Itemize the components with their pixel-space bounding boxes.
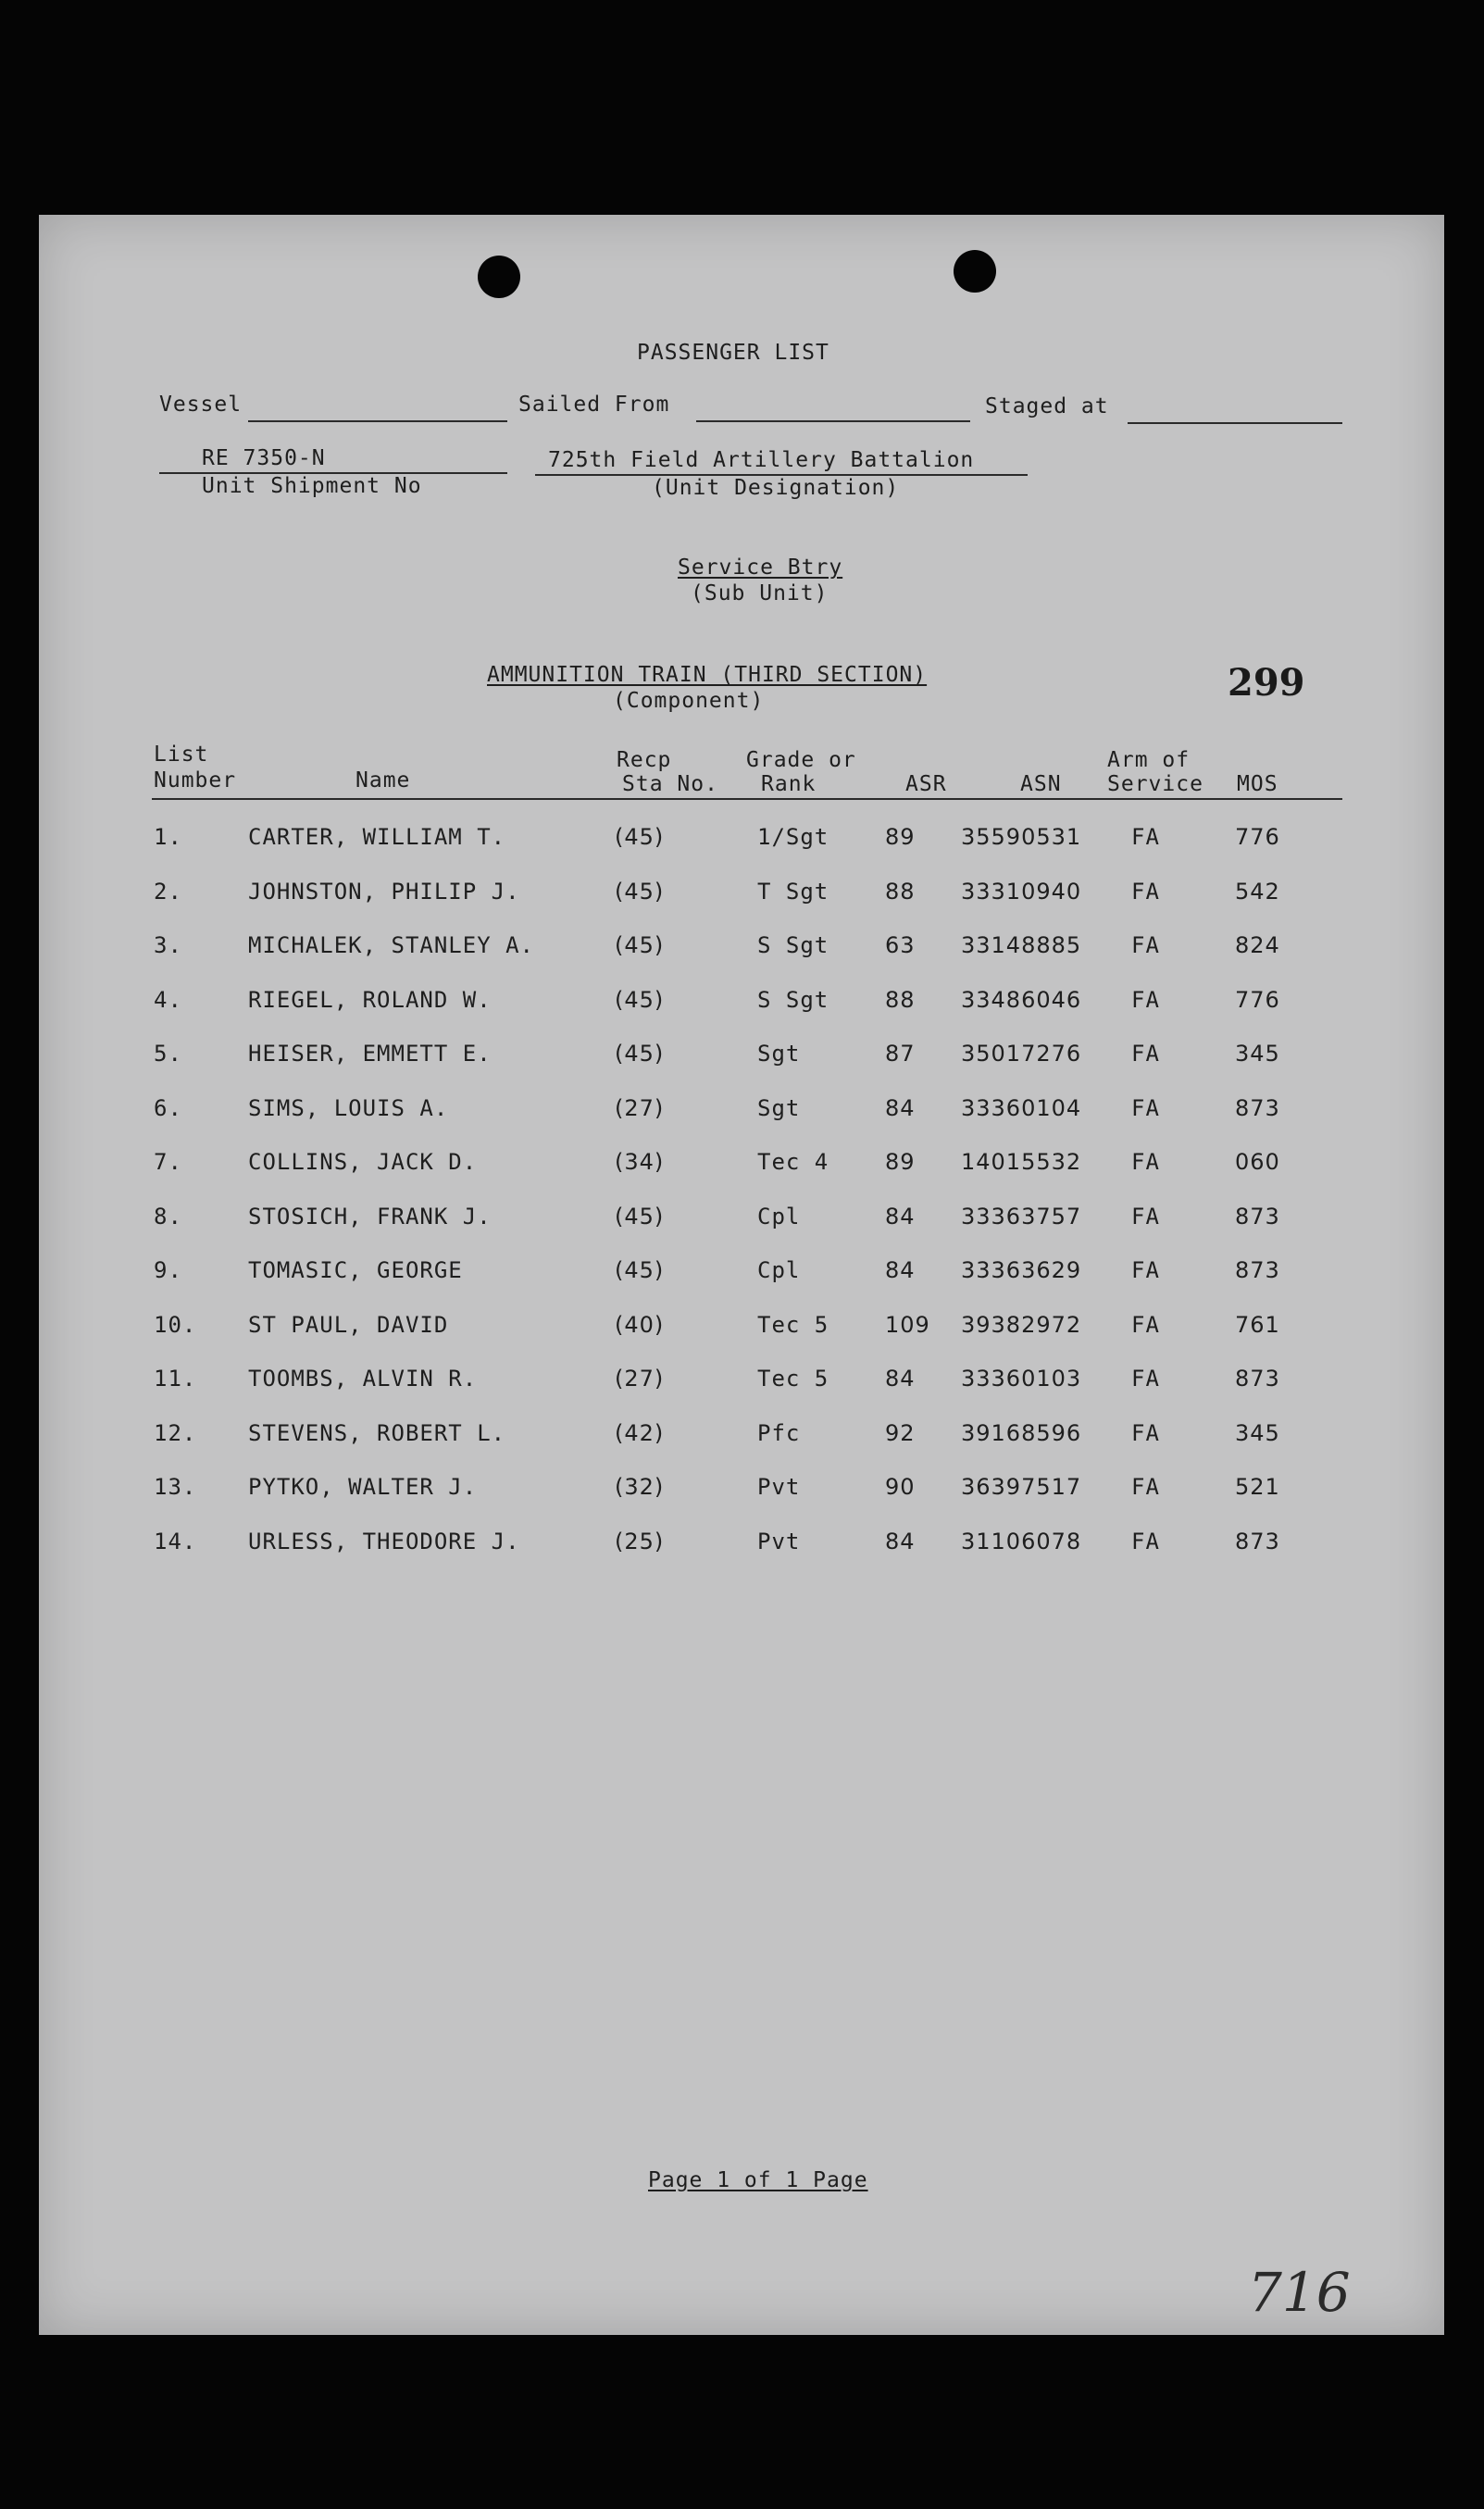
staged-at-label: Staged at <box>985 394 1109 418</box>
cell-asn: 33363629 <box>961 1257 1082 1283</box>
cell-name: TOOMBS, ALVIN R. <box>248 1366 478 1392</box>
cell-grade: Sgt <box>757 1094 801 1121</box>
cell-asr: 87 <box>885 1041 916 1067</box>
cell-grade: S Sgt <box>757 932 829 958</box>
cell-grade: 1/Sgt <box>757 824 829 850</box>
cell-mos: 542 <box>1235 878 1280 905</box>
col-arm-top: Arm of <box>1107 748 1191 772</box>
cell-list-number: 14. <box>154 1528 197 1554</box>
document-title: PASSENGER LIST <box>637 341 829 365</box>
cell-list-number: 1. <box>154 824 182 850</box>
col-list-number-bottom: Number <box>154 768 237 793</box>
col-grade-top: Grade or <box>746 748 856 772</box>
header-rule <box>152 798 1342 800</box>
cell-asr: 84 <box>885 1094 916 1121</box>
cell-recp-sta: (34) <box>615 1149 665 1175</box>
cell-list-number: 6. <box>154 1094 182 1121</box>
cell-arm: FA <box>1131 932 1160 958</box>
cell-asr: 92 <box>885 1419 916 1446</box>
cell-mos: 761 <box>1235 1311 1280 1338</box>
cell-mos: 873 <box>1235 1528 1280 1554</box>
cell-list-number: 13. <box>154 1474 197 1500</box>
cell-mos: 521 <box>1235 1474 1280 1500</box>
cell-grade: Sgt <box>757 1041 801 1067</box>
cell-asr: 84 <box>885 1203 916 1230</box>
cell-asn: 36397517 <box>961 1474 1082 1500</box>
cell-mos: 873 <box>1235 1203 1280 1230</box>
unit-designation-value: 725th Field Artillery Battalion <box>548 448 975 472</box>
cell-recp-sta: (45) <box>615 932 665 958</box>
cell-mos: 345 <box>1235 1041 1280 1067</box>
col-name: Name <box>355 768 411 793</box>
cell-asn: 35017276 <box>961 1041 1082 1067</box>
cell-recp-sta: (32) <box>615 1474 665 1500</box>
cell-asr: 84 <box>885 1528 916 1554</box>
cell-asr: 84 <box>885 1257 916 1283</box>
cell-recp-sta: (42) <box>615 1419 665 1446</box>
page-footer: Page 1 of 1 Page <box>648 2168 868 2192</box>
cell-arm: FA <box>1131 1041 1160 1067</box>
cell-grade: Pvt <box>757 1528 801 1554</box>
cell-name: MICHALEK, STANLEY A. <box>248 932 534 958</box>
cell-name: SIMS, LOUIS A. <box>248 1094 449 1121</box>
cell-arm: FA <box>1131 1149 1160 1175</box>
cell-asr: 88 <box>885 986 916 1013</box>
cell-mos: 873 <box>1235 1094 1280 1121</box>
cell-recp-sta: (27) <box>615 1366 665 1392</box>
cell-name: ST PAUL, DAVID <box>248 1311 449 1338</box>
cell-list-number: 11. <box>154 1366 197 1392</box>
cell-name: STEVENS, ROBERT L. <box>248 1419 506 1446</box>
col-asr: ASR <box>905 772 947 796</box>
cell-grade: Cpl <box>757 1257 801 1283</box>
cell-name: RIEGEL, ROLAND W. <box>248 986 492 1013</box>
cell-asn: 39382972 <box>961 1311 1082 1338</box>
cell-list-number: 3. <box>154 932 182 958</box>
document-page <box>39 215 1444 2335</box>
col-asn: ASN <box>1020 772 1062 796</box>
cell-name: TOMASIC, GEORGE <box>248 1257 463 1283</box>
sub-unit-value: Service Btry <box>678 555 843 580</box>
cell-asr: 88 <box>885 878 916 905</box>
cell-recp-sta: (27) <box>615 1094 665 1121</box>
cell-recp-sta: (40) <box>615 1311 665 1338</box>
cell-arm: FA <box>1131 1203 1160 1230</box>
cell-asr: 63 <box>885 932 916 958</box>
cell-name: PYTKO, WALTER J. <box>248 1474 478 1500</box>
cell-recp-sta: (45) <box>615 1041 665 1067</box>
cell-mos: 345 <box>1235 1419 1280 1446</box>
cell-recp-sta: (45) <box>615 878 665 905</box>
cell-asn: 33148885 <box>961 932 1082 958</box>
cell-asr: 89 <box>885 824 916 850</box>
cell-asn: 39168596 <box>961 1419 1082 1446</box>
sailed-from-label: Sailed From <box>518 393 670 417</box>
cell-list-number: 2. <box>154 878 182 905</box>
cell-arm: FA <box>1131 1094 1160 1121</box>
cell-grade: Cpl <box>757 1203 801 1230</box>
cell-mos: 873 <box>1235 1257 1280 1283</box>
unit-shipment-label: Unit Shipment No <box>202 474 422 498</box>
cell-name: CARTER, WILLIAM T. <box>248 824 506 850</box>
cell-grade: Pfc <box>757 1419 801 1446</box>
cell-grade: S Sgt <box>757 986 829 1013</box>
cell-mos: 776 <box>1235 824 1280 850</box>
col-recp-bottom: Sta No. <box>622 772 718 796</box>
cell-name: JOHNSTON, PHILIP J. <box>248 878 520 905</box>
cell-recp-sta: (25) <box>615 1528 665 1554</box>
cell-asr: 84 <box>885 1366 916 1392</box>
cell-arm: FA <box>1131 1311 1160 1338</box>
cell-mos: 776 <box>1235 986 1280 1013</box>
cell-arm: FA <box>1131 878 1160 905</box>
unit-shipment-value: RE 7350-N <box>202 446 326 470</box>
cell-grade: Pvt <box>757 1474 801 1500</box>
cell-grade: Tec 5 <box>757 1311 829 1338</box>
cell-grade: Tec 5 <box>757 1366 829 1392</box>
vessel-field-line <box>248 420 507 422</box>
cell-arm: FA <box>1131 1419 1160 1446</box>
punch-hole-right <box>954 250 996 293</box>
col-mos: MOS <box>1237 772 1278 796</box>
col-arm-bottom: Service <box>1107 772 1203 796</box>
sailed-from-field-line <box>696 420 970 422</box>
cell-recp-sta: (45) <box>615 986 665 1013</box>
cell-mos: 060 <box>1235 1149 1280 1175</box>
sub-unit-label: (Sub Unit) <box>691 581 829 605</box>
handwritten-mark: 716 <box>1248 2261 1351 2324</box>
cell-asr: 89 <box>885 1149 916 1175</box>
cell-recp-sta: (45) <box>615 824 665 850</box>
punch-hole-left <box>478 256 520 298</box>
component-value: AMMUNITION TRAIN (THIRD SECTION) <box>487 663 928 687</box>
cell-list-number: 10. <box>154 1311 197 1338</box>
cell-grade: Tec 4 <box>757 1149 829 1175</box>
cell-arm: FA <box>1131 986 1160 1013</box>
cell-name: URLESS, THEODORE J. <box>248 1528 520 1554</box>
col-list-number-top: List <box>154 743 209 767</box>
cell-mos: 824 <box>1235 932 1280 958</box>
cell-arm: FA <box>1131 1366 1160 1392</box>
cell-asn: 14015532 <box>961 1149 1082 1175</box>
cell-name: COLLINS, JACK D. <box>248 1149 478 1175</box>
vessel-label: Vessel <box>159 393 243 417</box>
page-number: 299 <box>1228 661 1305 705</box>
cell-grade: T Sgt <box>757 878 829 905</box>
cell-recp-sta: (45) <box>615 1203 665 1230</box>
col-recp-top: Recp <box>617 748 672 772</box>
cell-asn: 31106078 <box>961 1528 1082 1554</box>
cell-arm: FA <box>1131 1474 1160 1500</box>
cell-arm: FA <box>1131 1528 1160 1554</box>
cell-list-number: 12. <box>154 1419 197 1446</box>
component-label: (Component) <box>613 689 765 713</box>
cell-name: STOSICH, FRANK J. <box>248 1203 492 1230</box>
unit-designation-label: (Unit Designation) <box>652 476 900 500</box>
cell-asn: 33363757 <box>961 1203 1082 1230</box>
col-grade-bottom: Rank <box>761 772 817 796</box>
staged-at-field-line <box>1128 422 1342 424</box>
cell-name: HEISER, EMMETT E. <box>248 1041 492 1067</box>
cell-asn: 33360103 <box>961 1366 1082 1392</box>
cell-asn: 33360104 <box>961 1094 1082 1121</box>
cell-list-number: 8. <box>154 1203 182 1230</box>
cell-asn: 35590531 <box>961 824 1082 850</box>
cell-recp-sta: (45) <box>615 1257 665 1283</box>
cell-mos: 873 <box>1235 1366 1280 1392</box>
cell-asn: 33310940 <box>961 878 1082 905</box>
cell-asr: 90 <box>885 1474 916 1500</box>
cell-list-number: 9. <box>154 1257 182 1283</box>
cell-asr: 109 <box>885 1311 930 1338</box>
cell-list-number: 7. <box>154 1149 182 1175</box>
cell-list-number: 4. <box>154 986 182 1013</box>
cell-list-number: 5. <box>154 1041 182 1067</box>
cell-arm: FA <box>1131 1257 1160 1283</box>
cell-arm: FA <box>1131 824 1160 850</box>
cell-asn: 33486046 <box>961 986 1082 1013</box>
